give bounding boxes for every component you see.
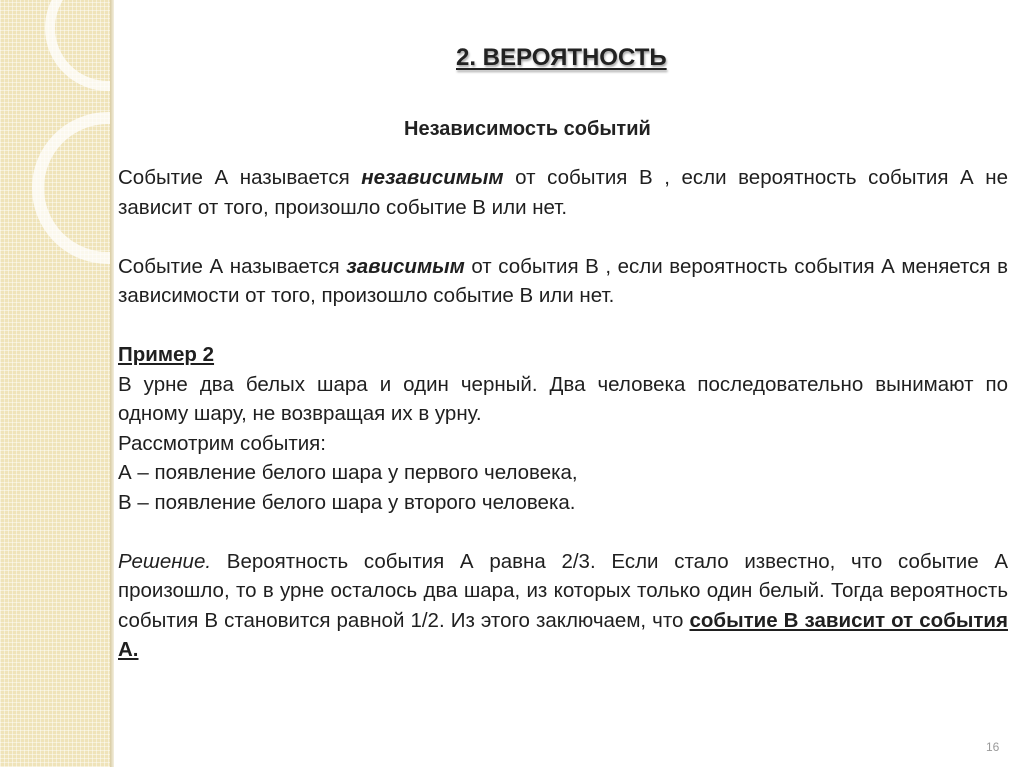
term-dependent: зависимым bbox=[346, 254, 465, 278]
term-independent: независимым bbox=[361, 166, 504, 189]
definition-dependent bbox=[118, 252, 1008, 311]
solution-label: Решение. bbox=[118, 549, 212, 573]
event-a: А – появление белого шара у первого человека, bbox=[118, 461, 578, 484]
solution-text: Вероятность события А равна 2/3. Если стало известно, что событие А произошло, то в урне осталось два шара, из которых только один белый. Тогда вероятность события В становится равной 1/2. Из этого заключаем, что bbox=[118, 549, 1008, 632]
definition-dependent-pre: Событие А называется bbox=[118, 254, 347, 278]
slide-title: 2. ВЕРОЯТНОСТЬ bbox=[456, 44, 667, 71]
solution bbox=[118, 547, 1008, 665]
example-heading: Пример 2 bbox=[118, 343, 215, 366]
sidebar-divider bbox=[110, 0, 114, 767]
decorative-sidebar bbox=[0, 0, 112, 767]
page-number: 16 bbox=[986, 740, 1000, 754]
event-b: В – появление белого шара у второго человека. bbox=[118, 490, 576, 514]
solution-conclusion: событие В зависит от события А. bbox=[118, 608, 1008, 661]
slide-content bbox=[118, 163, 1008, 665]
example-text: В урне два белых шара и один черный. Два человека последовательно вынимают по одному шару, не возвращая их в урну. bbox=[118, 372, 1008, 425]
definition-dependent-post: от события В , если вероятность события А меняется в зависимости от того, произошло событие В или нет. bbox=[118, 254, 1008, 307]
slide-subtitle: Независимость событий bbox=[404, 118, 651, 140]
definition-independent bbox=[118, 163, 1008, 222]
definition-independent-post: от события В , если вероятность события А не зависит от того, произошло событие В или нет. bbox=[118, 166, 1008, 219]
decorative-circles bbox=[0, 0, 112, 767]
events-intro: Рассмотрим события: bbox=[118, 431, 326, 455]
definition-independent-pre: Событие А называется bbox=[118, 166, 362, 189]
